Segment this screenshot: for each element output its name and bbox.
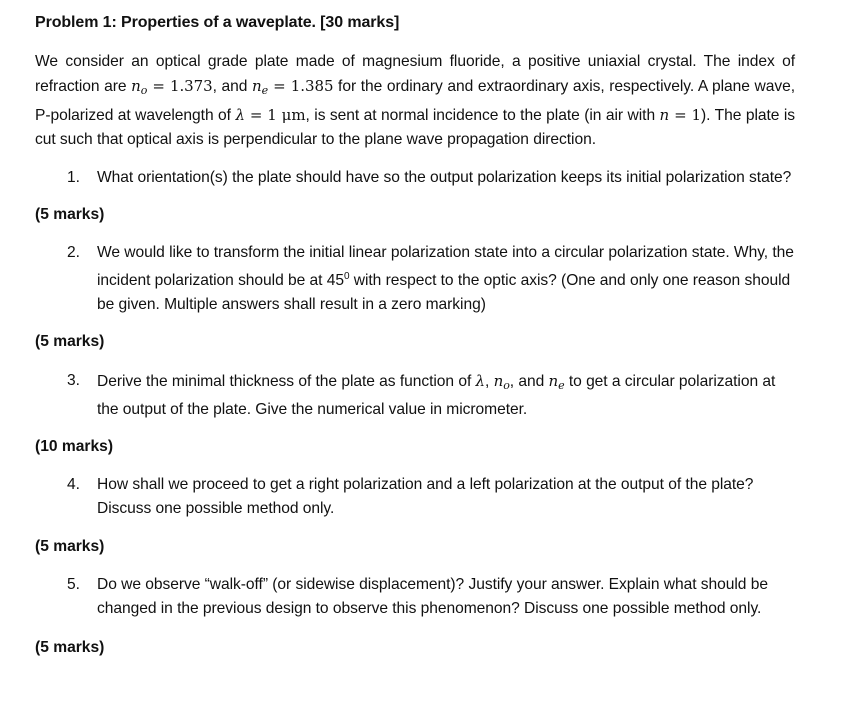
intro-text-4: , is sent at normal incidence to the plate (in air with [305,107,660,124]
question-number: 1. [67,169,80,186]
symbol-n-extraordinary: n [252,77,262,95]
document-page [35,12,795,659]
question-text [97,369,795,422]
subscript-o: o [503,379,510,392]
marks-label: (5 marks) [35,206,105,223]
question-4 [35,473,795,521]
degree-superscript: 0 [343,271,350,282]
marks-label: (5 marks) [35,538,105,555]
symbol-n-extraordinary: n [548,372,559,390]
problem-intro [35,50,795,152]
question-text: What orientation(s) the plate should have so the output polarization keeps its initial polarization state? [97,169,792,186]
value-n-air: = 1 [669,106,702,124]
separator: , [485,373,494,390]
symbol-n-ordinary: n [131,77,141,95]
marks-label: (5 marks) [35,639,105,656]
symbol-lambda: λ [475,372,485,390]
question-text-part: with respect to the optic axis? (One and only one reason should be given. Multiple answers shall result in a zero marking) [97,272,791,313]
question-text [97,241,795,317]
intro-text-5: ). The plate is cut such that optical axis is perpendicular to the plane wave propagation direction. [35,107,796,148]
intro-text-2: , and [212,78,253,95]
value-n-extraordinary: = 1.385 [268,77,334,95]
value-lambda: = 1 μm [244,106,306,124]
question-text-part: We would like to transform the initial linear polarization state into a circular polarization state. Why, the incident polarization should be at 45 [97,244,794,289]
question-text-part: to get a circular polarization at the output of the plate. Give the numerical value in micrometer. [97,373,776,418]
marks-label: (10 marks) [35,438,114,455]
intro-text-3: for the ordinary and extraordinary axis, respectively. A plane wave, P-polarized at wavelength of [35,78,795,124]
question-5 [35,573,795,621]
problem-title: Problem 1: Properties of a waveplate. [30 marks] [35,14,400,31]
question-text: Do we observe “walk-off” (or sidewise displacement)? Justify your answer. Explain what should be changed in the previous design to observe this phenomenon? Discuss one possible method only. [97,576,768,617]
value-n-ordinary: = 1.373 [147,77,213,95]
question-text-part: Derive the minimal thickness of the plate as function of [97,373,476,390]
subscript-o: o [140,84,148,97]
subscript-e: e [558,379,565,392]
symbol-n-air: n [659,106,670,124]
question-number: 4. [67,476,80,493]
intro-text-1: We consider an optical grade plate made of magnesium fluoride, a positive uniaxial crystal. The index of refraction are [35,53,795,95]
symbol-n-ordinary: n [493,372,504,390]
question-2 [35,241,795,317]
question-text: How shall we proceed to get a right polarization and a left polarization at the output of the plate? Discuss one possible method only. [97,476,754,517]
separator: , and [509,373,549,390]
question-1 [35,166,795,190]
question-number: 3. [67,372,80,389]
question-number: 2. [67,244,80,261]
subscript-e: e [261,84,269,97]
marks-label: (5 marks) [35,333,105,350]
question-3 [35,369,795,422]
symbol-lambda: λ [235,106,245,124]
question-number: 5. [67,576,80,593]
